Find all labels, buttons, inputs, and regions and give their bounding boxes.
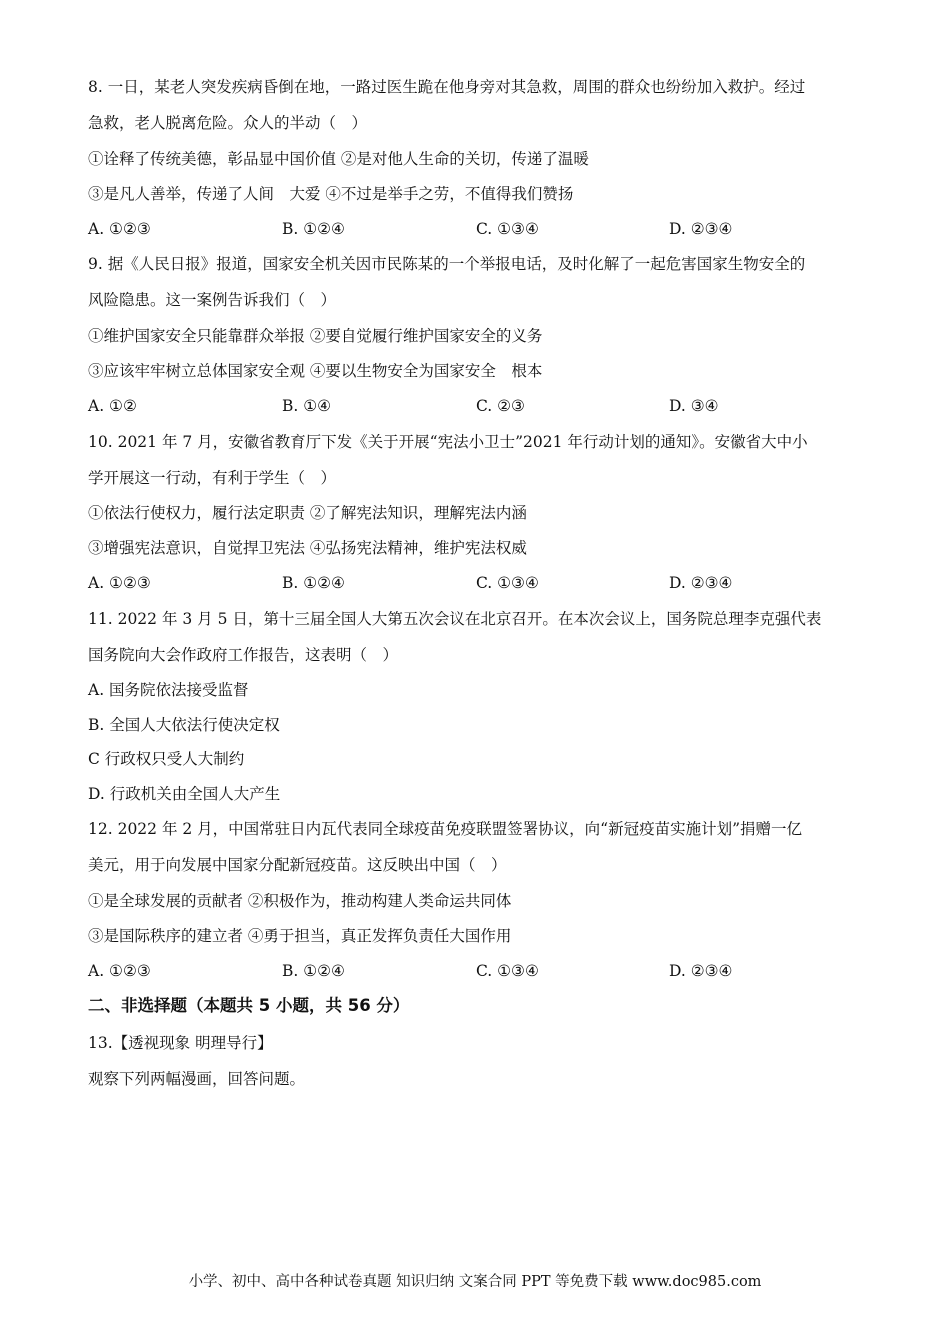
q10-stem-line2: 学开展这一行动，有利于学生（ ）: [88, 469, 337, 487]
q12-stem-line2: 美元，用于向发展中国家分配新冠疫苗。这反映出中国（ ）: [88, 856, 507, 874]
q11-option-a: A. 国务院依法接受监督: [88, 681, 249, 699]
q11-stem-line1: 11. 2022 年 3 月 5 日，第十三届全国人大第五次会议在北京召开。在本次会议上，国务院总理李克强代表: [88, 610, 822, 628]
q8-options: [88, 219, 888, 239]
q12-option-a: A. ①②③: [88, 962, 151, 980]
q11-option-b: B. 全国人大依法行使决定权: [88, 716, 280, 734]
q8-option-b: B. ①②④: [282, 220, 345, 238]
q9-option-b: B. ①④: [282, 397, 332, 415]
q8-option-a: A. ①②③: [88, 220, 151, 238]
q12-option-c: C. ①③④: [476, 962, 539, 980]
q9-stem-line1: 9. 据《人民日报》报道，国家安全机关因市民陈某的一个举报电话，及时化解了一起危害国家生物安全的: [88, 255, 806, 273]
q10-options: [88, 573, 888, 593]
q11-option-c: C 行政权只受人大制约: [88, 750, 245, 768]
q12-stem-line1: 12. 2022 年 2 月，中国常驻日内瓦代表同全球疫苗免疫联盟签署协议，向“新冠疫苗实施计划”捐赠一亿: [88, 820, 803, 838]
q12-statements-2: ③是国际秩序的建立者 ④勇于担当，真正发挥负责任大国作用: [88, 927, 512, 945]
q10-stem-line1: 10. 2021 年 7 月，安徽省教育厅下发《关于开展“宪法小卫士”2021 年行动计划的通知》。安徽省大中小: [88, 433, 808, 451]
q13-instruction: 观察下列两幅漫画，回答问题。: [88, 1070, 306, 1088]
q12-statements-1: ①是全球发展的贡献者 ②积极作为，推动构建人类命运共同体: [88, 892, 512, 910]
q10-option-a: A. ①②③: [88, 574, 151, 592]
q11-option-d: D. 行政机关由全国人大产生: [88, 785, 281, 803]
page-footer: 小学、初中、高中各种试卷真题 知识归纳 文案合同 PPT 等免费下载 www.doc985.com: [188, 1274, 762, 1290]
q8-option-c: C. ①③④: [476, 220, 539, 238]
q10-option-b: B. ①②④: [282, 574, 345, 592]
q10-statements-2: ③增强宪法意识，自觉捍卫宪法 ④弘扬宪法精神，维护宪法权威: [88, 539, 527, 557]
q10-option-c: C. ①③④: [476, 574, 539, 592]
q9-option-a: A. ①②: [88, 397, 137, 415]
q9-statements-2: ③应该牢牢树立总体国家安全观 ④要以生物安全为国家安全 根本: [88, 362, 543, 380]
q8-stem-line2: 急救，老人脱离危险。众人的半动（ ）: [88, 114, 368, 132]
section-2-heading: 二、非选择题（本题共 5 小题，共 56 分）: [88, 996, 410, 1015]
q13-heading: 13.【透视现象 明理导行】: [88, 1034, 273, 1052]
q8-statements-1: ①诠释了传统美德，彰品显中国价值 ②是对他人生命的关切，传递了温暖: [88, 150, 589, 168]
q9-option-c: C. ②③: [476, 397, 525, 415]
q12-option-d: D. ②③④: [669, 962, 733, 980]
q11-stem-line2: 国务院向大会作政府工作报告，这表明（ ）: [88, 646, 399, 664]
q8-stem-line1: 8. 一日，某老人突发疾病昏倒在地，一路过医生跪在他身旁对其急救，周围的群众也纷纷加入救护。经过: [88, 78, 806, 96]
q9-options: [88, 396, 888, 416]
q8-statements-2: ③是凡人善举，传递了人间 大爱 ④不过是举手之劳，不值得我们赞扬: [88, 185, 574, 203]
q12-options: [88, 961, 888, 981]
q9-option-d: D. ③④: [669, 397, 719, 415]
q10-option-d: D. ②③④: [669, 574, 733, 592]
q9-stem-line2: 风险隐患。这一案例告诉我们（ ）: [88, 291, 337, 309]
q8-option-d: D. ②③④: [669, 220, 733, 238]
q10-statements-1: ①依法行使权力，履行法定职责 ②了解宪法知识，理解宪法内涵: [88, 504, 527, 522]
q9-statements-1: ①维护国家安全只能靠群众举报 ②要自觉履行维护国家安全的义务: [88, 327, 543, 345]
q12-option-b: B. ①②④: [282, 962, 345, 980]
